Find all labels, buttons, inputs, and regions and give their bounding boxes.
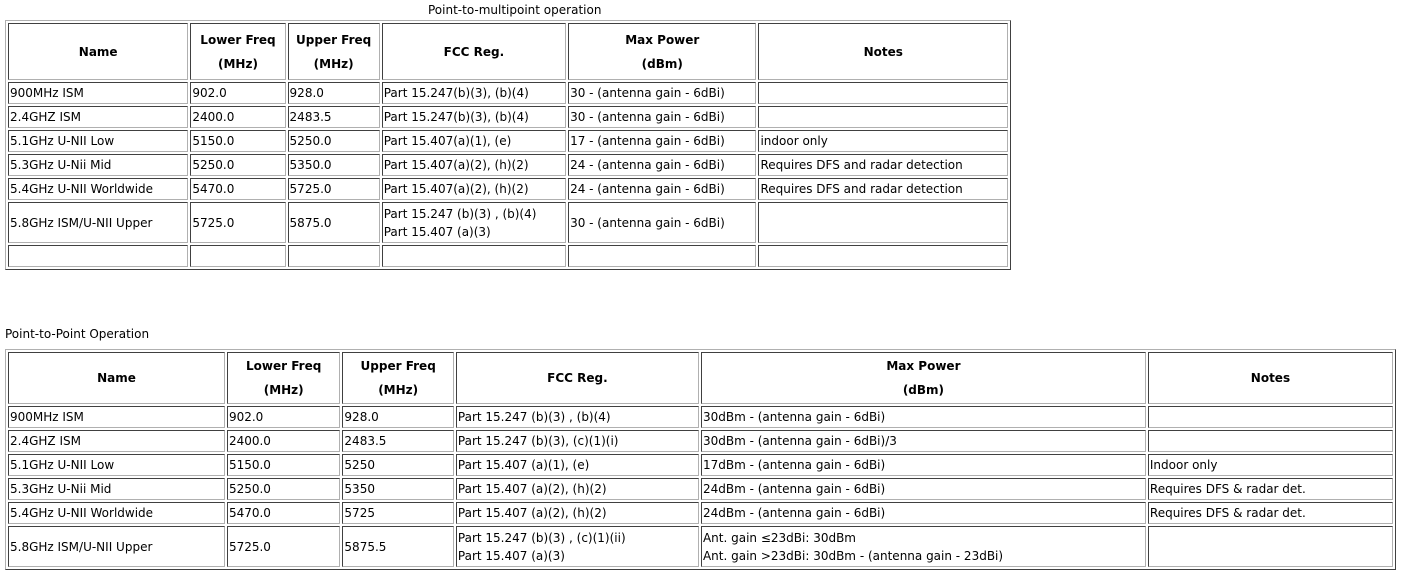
header-lower-freq: Lower Freq (MHz): [227, 352, 340, 404]
cell-fcc: Part 15.407 (a)(2), (h)(2): [456, 478, 699, 500]
cell-power: 24 - (antenna gain - 6dBi): [568, 154, 756, 176]
cell-power: 24dBm - (antenna gain - 6dBi): [701, 502, 1146, 524]
cell-notes: [758, 82, 1008, 104]
header-upper-freq: Upper Freq (MHz): [342, 352, 453, 404]
cell-lower: 5725.0: [227, 526, 340, 567]
cell-notes: indoor only: [758, 130, 1008, 152]
cell-notes: Requires DFS & radar det.: [1148, 478, 1393, 500]
cell-upper: 5725.0: [288, 178, 380, 200]
cell-notes: [1148, 406, 1393, 428]
table-row: [8, 406, 1393, 428]
table-row: [8, 478, 1393, 500]
cell-power: 17 - (antenna gain - 6dBi): [568, 130, 756, 152]
cell-upper: 5250.0: [288, 130, 380, 152]
cell-upper: 5250: [342, 454, 453, 476]
header-max-power: Max Power (dBm): [568, 23, 756, 80]
cell-fcc: Part 15.407(a)(2), (h)(2): [382, 178, 566, 200]
table-row: [8, 178, 1008, 200]
cell-upper: 5350: [342, 478, 453, 500]
header-fcc-reg: FCC Reg.: [456, 352, 699, 404]
cell-fcc: Part 15.247 (b)(3) , (b)(4): [456, 406, 699, 428]
cell-fcc: Part 15.247(b)(3), (b)(4): [382, 106, 566, 128]
header-lower-freq: Lower Freq (MHz): [190, 23, 285, 80]
cell-notes: [758, 106, 1008, 128]
cell-upper: 2483.5: [342, 430, 453, 452]
cell-notes: Requires DFS & radar det.: [1148, 502, 1393, 524]
cell-upper: 928.0: [342, 406, 453, 428]
cell-lower: 902.0: [227, 406, 340, 428]
table-row: [8, 526, 1393, 567]
cell-name: 2.4GHZ ISM: [8, 430, 225, 452]
cell-notes: Requires DFS and radar detection: [758, 154, 1008, 176]
cell-name: 900MHz ISM: [8, 82, 188, 104]
cell-lower: 5250.0: [227, 478, 340, 500]
cell-name: 5.8GHz ISM/U-NII Upper: [8, 202, 188, 243]
table-header-row: [8, 352, 1393, 404]
cell-lower: 902.0: [190, 82, 285, 104]
cell-lower: 5150.0: [227, 454, 340, 476]
cell-notes: [758, 202, 1008, 243]
cell-upper: 5875.0: [288, 202, 380, 243]
cell-fcc: Part 15.247(b)(3), (b)(4): [382, 82, 566, 104]
cell-name: 5.4GHz U-NII Worldwide: [8, 178, 188, 200]
cell-fcc: Part 15.407 (a)(1), (e): [456, 454, 699, 476]
cell-lower: 2400.0: [227, 430, 340, 452]
cell-power: 24dBm - (antenna gain - 6dBi): [701, 478, 1146, 500]
cell-upper: 5350.0: [288, 154, 380, 176]
cell-notes: Requires DFS and radar detection: [758, 178, 1008, 200]
cell-fcc: Part 15.247 (b)(3), (c)(1)(i): [456, 430, 699, 452]
cell-lower: 5470.0: [227, 502, 340, 524]
header-name: Name: [8, 352, 225, 404]
table-row-empty: [8, 245, 1008, 267]
cell-lower: 2400.0: [190, 106, 285, 128]
cell-lower: 5150.0: [190, 130, 285, 152]
cell-fcc: Part 15.247 (b)(3) , (b)(4) Part 15.407 (a)(3): [382, 202, 566, 243]
table-row: [8, 430, 1393, 452]
cell-name: 900MHz ISM: [8, 406, 225, 428]
header-notes: Notes: [758, 23, 1008, 80]
table-row: [8, 82, 1008, 104]
header-upper-freq: Upper Freq (MHz): [288, 23, 380, 80]
header-name: Name: [8, 23, 188, 80]
ptp-table: [5, 349, 1396, 570]
table-row: [8, 130, 1008, 152]
cell-power: 24 - (antenna gain - 6dBi): [568, 178, 756, 200]
cell-notes: Indoor only: [1148, 454, 1393, 476]
cell-lower: 5470.0: [190, 178, 285, 200]
cell-fcc: Part 15.247 (b)(3) , (c)(1)(ii) Part 15.407 (a)(3): [456, 526, 699, 567]
table-row: [8, 502, 1393, 524]
cell-fcc: Part 15.407 (a)(2), (h)(2): [456, 502, 699, 524]
cell-lower: 5725.0: [190, 202, 285, 243]
cell-lower: 5250.0: [190, 154, 285, 176]
cell-upper: 5725: [342, 502, 453, 524]
cell-notes: [1148, 430, 1393, 452]
cell-fcc: Part 15.407(a)(1), (e): [382, 130, 566, 152]
header-max-power: Max Power (dBm): [701, 352, 1146, 404]
cell-power: 17dBm - (antenna gain - 6dBi): [701, 454, 1146, 476]
cell-upper: 928.0: [288, 82, 380, 104]
cell-name: 5.4GHz U-NII Worldwide: [8, 502, 225, 524]
cell-upper: 2483.5: [288, 106, 380, 128]
cell-name: 5.8GHz ISM/U-NII Upper: [8, 526, 225, 567]
cell-name: 5.1GHz U-NII Low: [8, 130, 188, 152]
cell-power: 30 - (antenna gain - 6dBi): [568, 106, 756, 128]
cell-notes: [1148, 526, 1393, 567]
cell-power: 30 - (antenna gain - 6dBi): [568, 82, 756, 104]
ptp-caption: Point-to-Point Operation: [5, 327, 150, 341]
header-fcc-reg: FCC Reg.: [382, 23, 566, 80]
cell-power: 30 - (antenna gain - 6dBi): [568, 202, 756, 243]
cell-fcc: Part 15.407(a)(2), (h)(2): [382, 154, 566, 176]
ptmp-caption: Point-to-multipoint operation: [428, 3, 602, 17]
cell-power: Ant. gain ≤23dBi: 30dBm Ant. gain >23dBi: 30dBm - (antenna gain - 23dBi): [701, 526, 1146, 567]
cell-name: 5.3GHz U-Nii Mid: [8, 154, 188, 176]
cell-name: 5.3GHz U-Nii Mid: [8, 478, 225, 500]
cell-name: 2.4GHZ ISM: [8, 106, 188, 128]
table-row: [8, 154, 1008, 176]
cell-upper: 5875.5: [342, 526, 453, 567]
table-row: [8, 106, 1008, 128]
cell-name: 5.1GHz U-NII Low: [8, 454, 225, 476]
header-notes: Notes: [1148, 352, 1393, 404]
table-row: [8, 454, 1393, 476]
table-header-row: [8, 23, 1008, 80]
table-row: [8, 202, 1008, 243]
cell-power: 30dBm - (antenna gain - 6dBi): [701, 406, 1146, 428]
ptmp-table: [5, 20, 1011, 270]
cell-power: 30dBm - (antenna gain - 6dBi)/3: [701, 430, 1146, 452]
